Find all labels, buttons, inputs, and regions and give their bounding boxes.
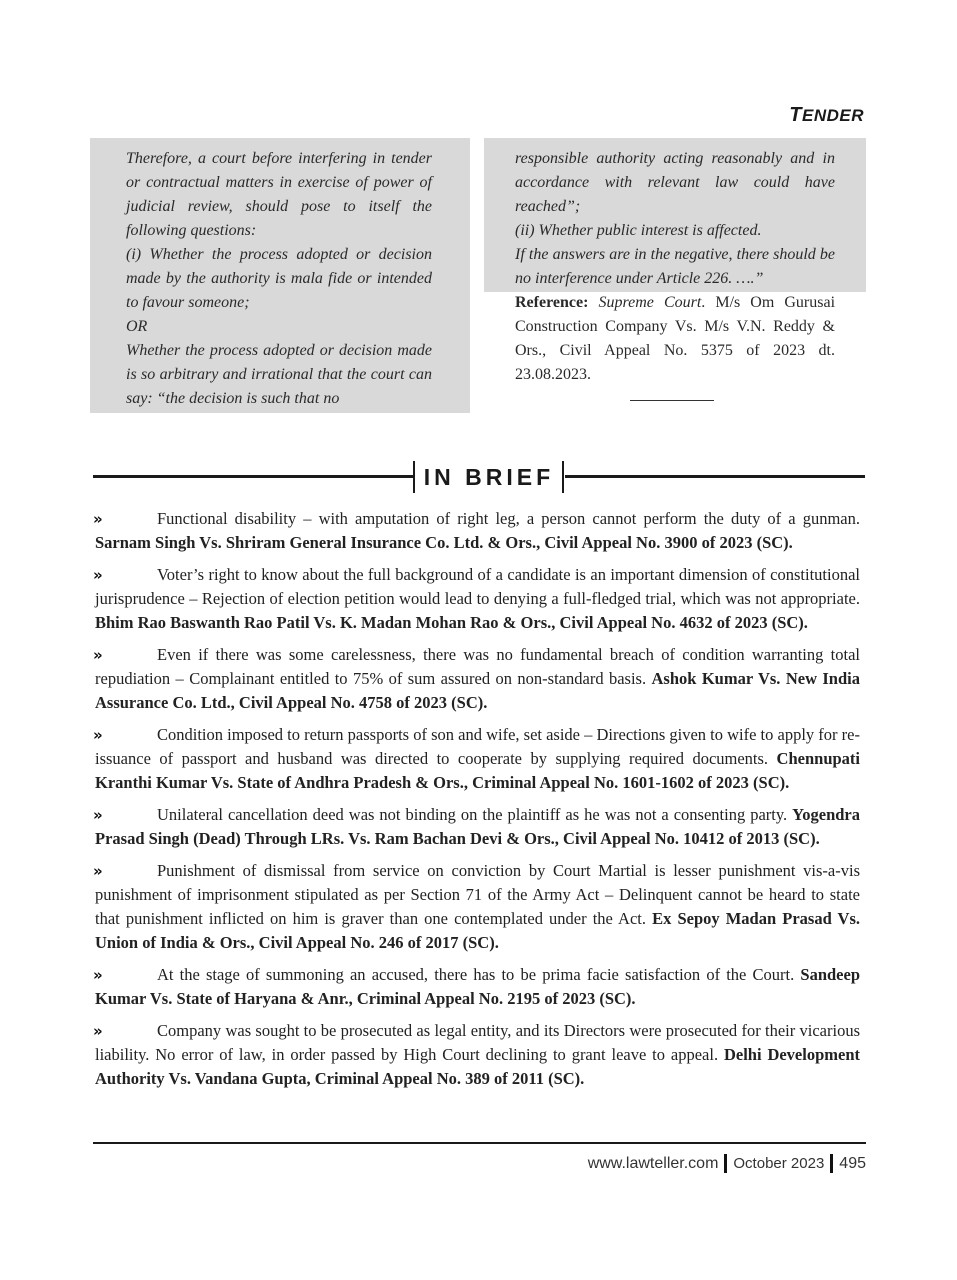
quote-paragraph: responsible authority acting reasonably and in accordance with relevant law could have reached”; [515, 150, 835, 215]
quote-paragraph: OR [126, 318, 148, 335]
quote-paragraph: Therefore, a court before interfering in tender or contractual matters in exercise of power of judicial review, should pose to itself the following questions: [126, 150, 432, 239]
section-heading-rest: ENDER [801, 106, 864, 125]
double-chevron-icon: » [93, 566, 98, 584]
brief-item-text: Company was sought to be prosecuted as legal entity, and its Directors were prosecuted for their vicarious liability. No error of law, in order passed by High Court declining to grant leave to appeal. [95, 1021, 860, 1064]
brief-item-text: Unilateral cancellation deed was not binding on the plaintiff as he was not a consenting party. [157, 805, 793, 824]
reference-label: Reference: [515, 294, 589, 311]
double-chevron-icon: » [93, 1022, 98, 1040]
page-footer [588, 1154, 866, 1173]
double-chevron-icon: » [93, 806, 98, 824]
reference-divider [630, 400, 714, 401]
section-heading-cap: T [789, 104, 802, 126]
brief-item-citation: Sandeep Kumar Vs. State of Haryana & Anr., Criminal Appeal No. 2195 of 2023 (SC). [95, 965, 860, 1008]
double-chevron-icon: » [93, 862, 98, 880]
in-brief-rule-right [565, 475, 865, 478]
quote-paragraph: (i) Whether the process adopted or decision made by the authority is mala fide or intended to favour someone; [126, 246, 432, 311]
footer-issue: October 2023 [733, 1155, 825, 1172]
brief-item-text: Even if there was some carelessness, there was no fundamental breach of condition warranting total repudiation – Complainant entitled to 75% of sum assured on non-standard basis. [95, 645, 860, 688]
brief-item [95, 1019, 860, 1091]
brief-item-text: Functional disability – with amputation of right leg, a person cannot perform the duty of a gunman. [157, 509, 860, 528]
in-brief-list [95, 507, 860, 1099]
brief-item-text: Condition imposed to return passports of son and wife, set aside – Directions given to wife to apply for re-issuance of passport and husband was directed to cooperate by supplying required documents. [95, 725, 860, 768]
brief-item-citation: Ashok Kumar Vs. New India Assurance Co. Ltd., Civil Appeal No. 4758 of 2023 (SC). [95, 669, 860, 712]
in-brief-bracket-left [413, 461, 415, 493]
footer-separator [724, 1154, 727, 1173]
quote-column-left [126, 147, 432, 411]
brief-item-citation: Bhim Rao Baswanth Rao Patil Vs. K. Madan Mohan Rao & Ors., Civil Appeal No. 4632 of 2023 (SC). [95, 613, 808, 632]
section-heading [789, 104, 864, 127]
double-chevron-icon: » [93, 646, 98, 664]
brief-item-text: At the stage of summoning an accused, there has to be prima facie satisfaction of the Court. [157, 965, 801, 984]
brief-item [95, 803, 860, 851]
footer-rule [93, 1142, 866, 1144]
double-chevron-icon: » [93, 510, 98, 528]
in-brief-rule-left [93, 475, 413, 478]
brief-item [95, 963, 860, 1011]
double-chevron-icon: » [93, 726, 98, 744]
brief-item-text: Voter’s right to know about the full background of a candidate is an important dimension of constitutional jurisprudence – Rejection of election petition would lead to denying a full-fledged trial, which was not appropriate. [95, 565, 860, 608]
page-number: 495 [839, 1154, 866, 1172]
quote-paragraph: If the answers are in the negative, there should be no interference under Article 226. ….” [515, 246, 835, 287]
brief-item-citation: Chennupati Kranthi Kumar Vs. State of Andhra Pradesh & Ors., Criminal Appeal No. 1601-1602 of 2023 (SC). [95, 749, 860, 792]
reference-citation [515, 291, 835, 387]
brief-item-text: Punishment of dismissal from service on conviction by Court Martial is lesser punishment vis-a-vis punishment of imprisonment stipulated as per Section 71 of the Army Act – Delinquent cannot be heard to state that punishment inflicted on him is graver than one contemplated under the Act. [95, 861, 860, 928]
quote-paragraph: Whether the process adopted or decision made is so arbitrary and irrational that the court can say: “the decision is such that no [126, 342, 432, 407]
brief-item [95, 859, 860, 955]
brief-item-citation: Sarnam Singh Vs. Shriram General Insurance Co. Ltd. & Ors., Civil Appeal No. 3900 of 2023 (SC). [95, 533, 793, 552]
brief-item [95, 507, 860, 555]
in-brief-title: IN BRIEF [423, 464, 555, 490]
quote-paragraph: (ii) Whether public interest is affected. [515, 222, 762, 239]
reference-court: Supreme Court [598, 294, 702, 311]
brief-item [95, 563, 860, 635]
reference-text: . M/s Om Gurusai Construction Company Vs. M/s V.N. Reddy & Ors., Civil Appeal No. 5375 of 2023 dt. 23.08.2023. [515, 294, 836, 383]
footer-website-link[interactable]: www.lawteller.com [587, 1154, 719, 1172]
brief-item [95, 723, 860, 795]
brief-item-citation: Ex Sepoy Madan Prasad Vs. Union of India & Ors., Civil Appeal No. 246 of 2017 (SC). [95, 909, 860, 952]
in-brief-bracket-right [562, 461, 564, 493]
brief-item-citation: Yogendra Prasad Singh (Dead) Through LRs. Vs. Ram Bachan Devi & Ors., Civil Appeal No. 10412 of 2013 (SC). [95, 805, 860, 848]
quote-column-right [515, 147, 835, 291]
footer-separator [830, 1154, 833, 1173]
brief-item-citation: Delhi Development Authority Vs. Vandana Gupta, Criminal Appeal No. 389 of 2011 (SC). [95, 1045, 861, 1088]
double-chevron-icon: » [93, 966, 98, 984]
brief-item [95, 643, 860, 715]
